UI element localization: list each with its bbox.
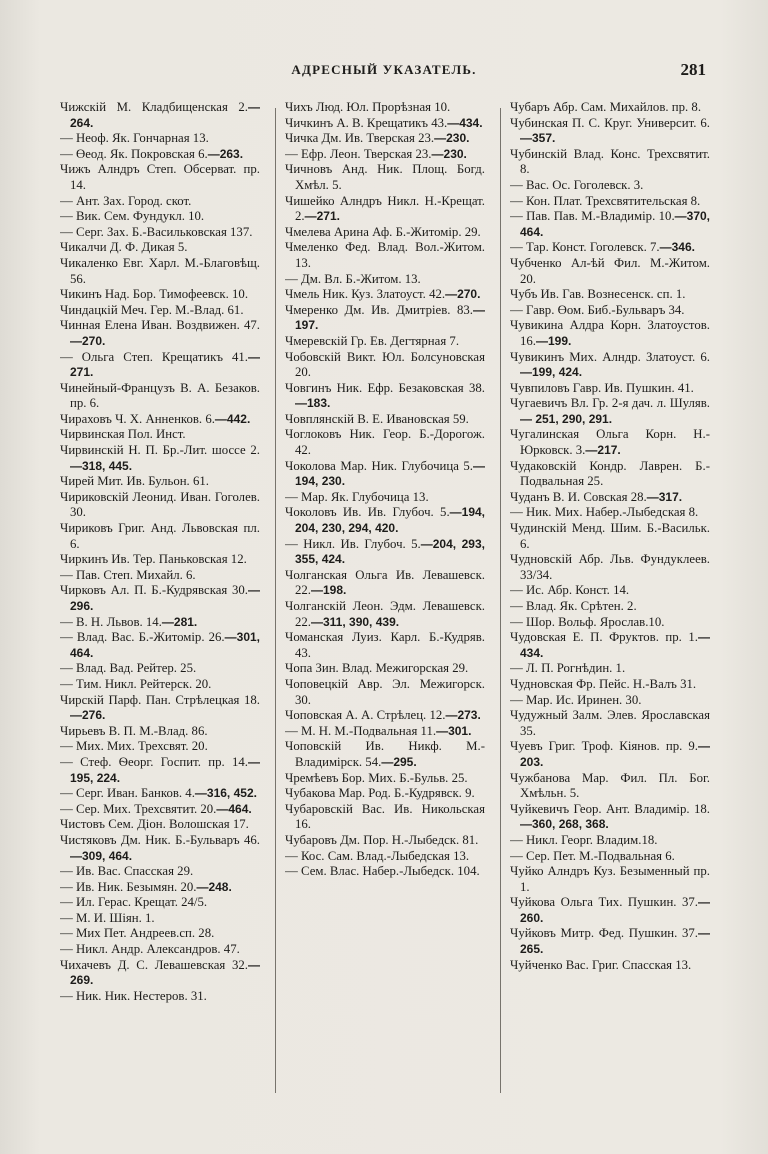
directory-entry: — Мар. Ис. Иринен. 30. [510,692,642,707]
directory-entry: Човплянскій В. Е. Ивановская 59. [285,411,469,426]
directory-entry: — Ольга Степ. Крещатикъ 41.—271. [60,349,260,380]
directory-entry: Чолганскій Леон. Эдм. Левашевск. 22.—311, 390, 439. [285,599,485,629]
directory-entry: — Кон. Плат. Трехсвятительская 8. [510,193,701,208]
directory-entry: — Л. П. Рогнѣдин. 1. [510,661,626,676]
directory-entry: Чичкинъ А. В. Крещатикъ 43.—434. [285,115,483,130]
directory-entry: Чиркинъ Ив. Тер. Паньковская 12. [60,552,247,567]
directory-entry: Чиндацкій Меч. Гер. М.-Влад. 61. [60,302,244,317]
directory-entry: Чмеревскій Гр. Ев. Дегтярная 7. [285,333,460,348]
directory-entry: — Ис. Абр. Конст. 14. [510,583,630,598]
directory-entry: Чудовская Е. П. Фруктов. пр. 1.—434. [510,630,710,660]
directory-entry: Чмелева Арина Аф. Б.-Житомір. 29. [285,224,481,239]
directory-entry: — Никл. Георг. Владим.18. [510,832,658,847]
directory-entry: Чинная Елена Иван. Воздвижен. 47.—270. [60,318,260,348]
directory-entry: Чижскій М. Кладбищенская 2.—264. [60,100,260,130]
directory-entry: Чубакова Мар. Род. Б.-Кудрявск. 9. [285,786,475,801]
directory-entry: — Никл. Ив. Глубоч. 5.—204, 293, 355, 424. [285,536,485,567]
directory-entry: Чуевъ Григ. Троф. Кіянов. пр. 9.—203. [510,739,710,769]
directory-entry: Чуданъ В. И. Совская 28.—317. [510,489,683,504]
directory-entry: — Тар. Конст. Гоголевск. 7.—346. [510,240,695,255]
directory-entry: — Кос. Сам. Влад.-Лыбедская 13. [285,848,470,863]
directory-entry: — Ефр. Леон. Тверская 23.—230. [285,146,467,161]
directory-entry: Чирскій Парф. Пан. Стрѣлецкая 18.—276. [60,692,260,723]
directory-entry: Чоколова Мар. Ник. Глубочица 5.—194, 230. [285,458,485,489]
directory-entry: — Мар. Як. Глубочица 13. [285,489,429,504]
directory-entry: Чирковъ Ал. П. Б.-Кудрявская 30.—296. [60,583,260,613]
directory-entry: Чуйковъ Митр. Фед. Пушкин. 37.—265. [510,926,710,957]
directory-entry: Чуйкова Ольга Тих. Пушкин. 37.—260. [510,895,710,925]
directory-entry: Чикинъ Над. Бор. Тимофеевск. 10. [60,287,249,302]
column-2 [285,100,485,1100]
directory-entry: Чистяковъ Дм. Ник. Б.-Бульваръ 46.—309, 464. [60,832,260,863]
directory-entry: Чмеренко Дм. Ив. Дмитріев. 83.—197. [285,302,485,333]
directory-entry: Чичка Дм. Ив. Тверская 23.—230. [285,131,470,146]
directory-entry: — Ив. Вас. Спасская 29. [60,864,194,879]
directory-entry: — М. И. Шіян. 1. [60,910,155,925]
directory-entry: Чудинскій Менд. Шим. Б.-Васильк. 6. [510,521,710,551]
directory-entry: — Ив. Ник. Безымян. 20.—248. [60,879,232,894]
directory-entry: Чирей Мит. Ив. Бульон. 61. [60,474,209,489]
directory-entry: — Серг. Зах. Б.-Васильковская 137. [60,224,253,239]
directory-entry: — Неоф. Як. Гончарная 13. [60,131,209,146]
directory-entry: Чистовъ Сем. Діон. Волошская 17. [60,817,249,832]
directory-entry: — Гавр. Өом. Биб.-Бульваръ 34. [510,302,685,317]
directory-entry: — Тим. Никл. Рейтерск. 20. [60,676,212,691]
directory-entry: Чирьевъ В. П. М.-Влад. 86. [60,723,208,738]
directory-entry: Чираховъ Ч. Х. Анненков. 6.—442. [60,411,251,426]
directory-entry: Чоповская А. А. Стрѣлец. 12.—273. [285,708,481,723]
directory-entry: Чмель Ник. Куз. Златоуст. 42.—270. [285,287,481,302]
directory-entry: Чирвинская Пол. Инст. [60,427,186,442]
directory-entry: Чолганская Ольга Ив. Левашевск. 22.—198. [285,567,485,598]
directory-entry: — Ил. Герас. Крещат. 24/5. [60,895,208,910]
directory-entry: — Ник. Мих. Набер.-Лыбедская 8. [510,505,699,520]
directory-entry: Чоповецкій Авр. Эл. Межигорск. 30. [285,676,485,707]
directory-entry: — Мих Пет. Андреев.сп. 28. [60,926,215,941]
directory-entry: Чоманская Луиз. Карл. Б.-Кудряв. 43. [285,630,485,660]
directory-entry: — Серг. Иван. Банков. 4.—316, 452. [60,786,257,801]
directory-entry: — Сер. Мих. Трехсвятит. 20.—464. [60,801,252,816]
directory-entry: Чужбанова Мар. Фил. Пл. Бог. Хмѣльн. 5. [510,770,710,801]
directory-columns [60,100,710,1100]
directory-entry: Чудаковскій Кондр. Лаврен. Б.-Подвальная 25. [510,458,710,489]
page-number: 281 [680,60,706,79]
directory-entry: Чудновская Фр. Пейс. Н.-Валъ 31. [510,676,697,691]
directory-entry: Чувпиловъ Гавр. Ив. Пушкин. 41. [510,380,694,395]
directory-entry: — Өеод. Як. Покровская 6.—263. [60,146,244,161]
directory-entry: Чмеленко Фед. Влад. Вол.-Житом. 13. [285,240,485,270]
directory-entry: Чинейный-Французъ В. А. Безаков. пр. 6. [60,380,260,411]
column-3 [510,100,710,1100]
directory-entry: Чоглоковъ Ник. Геор. Б.-Дорогож. 42. [285,427,485,458]
directory-entry: — Сер. Пет. М.-Подвальная 6. [510,848,675,863]
directory-entry: Чувикина Алдра Корн. Златоустов. 16.—199. [510,318,710,348]
directory-entry: Чириковъ Григ. Анд. Львовская пл. 6. [60,521,260,551]
directory-entry: — Вас. Ос. Гоголевск. 3. [510,177,644,192]
directory-entry: — Никл. Андр. Александров. 47. [60,942,240,957]
directory-entry: — Ник. Ник. Нестеров. 31. [60,988,207,1003]
directory-entry: Чопа Зин. Влад. Межигорская 29. [285,661,469,676]
directory-entry: Чижъ Алндръ Степ. Обсерват. пр. 14. [60,162,260,192]
directory-entry: Чремѣевъ Бор. Мих. Б.-Бульв. 25. [285,770,468,785]
column-divider [275,108,276,1093]
directory-entry: — Мих. Мих. Трехсвят. 20. [60,739,208,754]
directory-entry: — Стеф. Ѳеорг. Госпит. пр. 14.—195, 224. [60,754,260,785]
directory-entry: Чичновъ Анд. Ник. Площ. Богд. Хмѣл. 5. [285,162,485,192]
directory-entry: Чоколовъ Ив. Ив. Глубоч. 5.—194, 204, 230, 294, 420. [285,505,485,536]
directory-entry: — Ант. Зах. Город. скот. [60,193,192,208]
directory-entry: Чубъ Ив. Гав. Вознесенск. сп. 1. [510,287,686,302]
directory-entry: Чудужный Залм. Элев. Ярославская 35. [510,708,710,738]
directory-entry: Чубаровъ Дм. Пор. Н.-Лыбедск. 81. [285,832,479,847]
directory-entry: — Вик. Сем. Фундукл. 10. [60,209,205,224]
directory-entry: Чубинская П. С. Круг. Университ. 6.—357. [510,115,710,146]
directory-entry: — М. Н. М.-Подвальная 11.—301. [285,723,472,738]
directory-entry: Чудновскій Абр. Льв. Фундуклеев. 33/34. [510,552,710,582]
directory-entry: Чирвинскій Н. П. Бр.-Лит. шоссе 2.—318, 445. [60,443,260,473]
directory-entry: Чоповскій Ив. Никф. М.-Владимірск. 54.—295. [285,739,485,769]
directory-entry: — В. Н. Львов. 14.—281. [60,614,198,629]
directory-entry: — Сем. Влас. Набер.-Лыбедск. 104. [285,864,480,879]
directory-entry: Чобовскій Викт. Юл. Болсуновская 20. [285,349,485,380]
directory-entry: Чихъ Люд. Юл. Прорѣзная 10. [285,100,451,114]
directory-entry: Чуйкевичъ Геор. Ант. Владимір. 18.—360, 268, 368. [510,801,710,832]
directory-entry: — Влад. Вас. Б.-Житомір. 26.—301, 464. [60,630,260,660]
directory-entry: — Пав. Пав. М.-Владимір. 10.—370, 464. [510,209,710,239]
directory-entry: Чириковскій Леонид. Иван. Гоголев. 30. [60,489,260,520]
directory-entry: Чихачевъ Д. С. Левашевская 32.—269. [60,957,260,988]
directory-entry: Чубаръ Абр. Сам. Михайлов. пр. 8. [510,100,702,114]
directory-entry: Чугалинская Ольга Корн. Н.-Юрковск. 3.—217. [510,427,710,458]
directory-entry: Чубаровскій Вас. Ив. Никольская 16. [285,801,485,832]
directory-entry: — Влад. Вад. Рейтер. 25. [60,661,197,676]
directory-entry: — Влад. Як. Срѣтен. 2. [510,599,637,613]
directory-entry: Чуйченко Вас. Григ. Спасская 13. [510,957,692,972]
directory-entry: Чуйко Алндръ Куз. Безыменный пр. 1. [510,864,710,894]
directory-entry: Чикалчи Д. Ф. Дикая 5. [60,240,188,255]
directory-entry: Чубченко Ал-ѣй Фил. М.-Житом. 20. [510,255,710,286]
page-header [0,60,768,82]
directory-entry: — Шор. Вольф. Ярослав.10. [510,614,665,629]
column-divider [500,108,501,1093]
directory-entry: Чикаленко Евг. Харл. М.-Благовѣщ. 56. [60,255,260,286]
running-title: АДРЕСНЫЙ УКАЗАТЕЛЬ. [291,62,477,77]
directory-entry: Чувикинъ Мих. Алндр. Златоуст. 6.—199, 424. [510,349,710,380]
directory-entry: Чишейко Алндръ Никл. Н.-Крещат. 2.—271. [285,193,485,224]
column-1 [60,100,260,1100]
directory-entry: — Дм. Вл. Б.-Житом. 13. [285,271,421,286]
directory-entry: Чубинскій Влад. Конс. Трехсвятит. 8. [510,146,710,177]
directory-entry: Чугаевичъ Вл. Гр. 2-я дач. л. Шуляв. — 251, 290, 291. [510,396,710,426]
directory-entry: Човгинъ Ник. Ефр. Безаковская 38.—183. [285,380,485,411]
directory-entry: — Пав. Степ. Михайл. 6. [60,567,196,582]
